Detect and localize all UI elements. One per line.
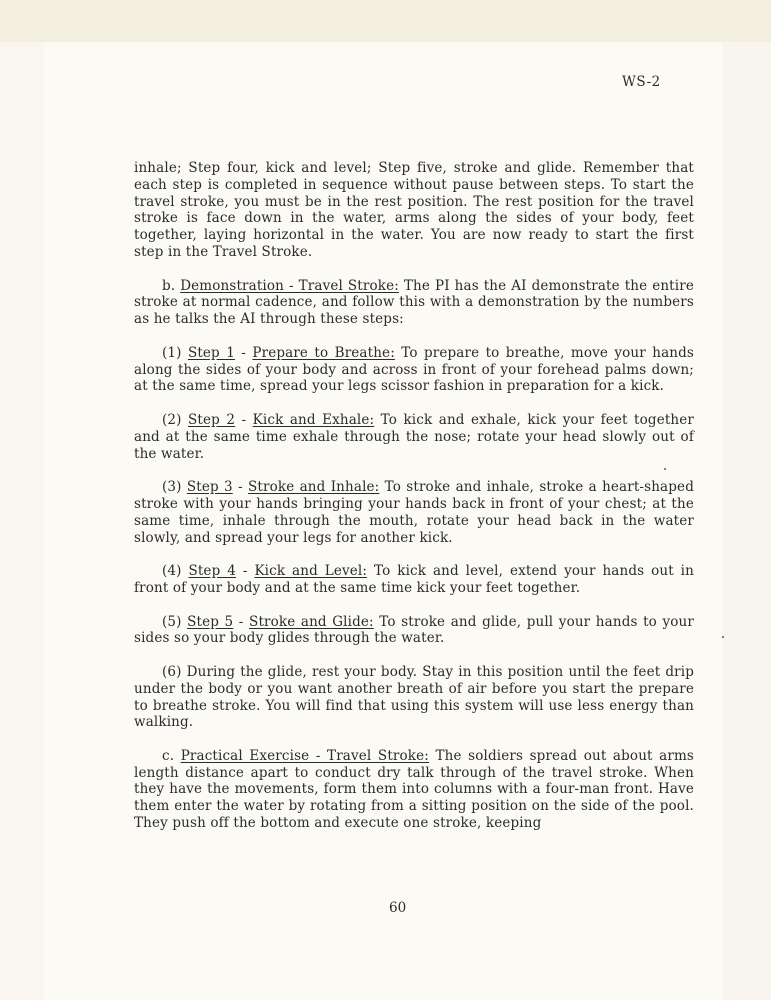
scan-speck (722, 636, 724, 638)
section-b-paragraph (134, 278, 694, 328)
step-5-label: Step 5 (187, 613, 234, 630)
step-3-number: (3) (162, 479, 182, 496)
step-1-title: Prepare to Breathe: (252, 344, 395, 361)
step-4-label: Step 4 (188, 563, 236, 580)
document-id: WS-2 (622, 74, 661, 90)
step-1-number: (1) (162, 344, 182, 361)
step-3-label: Step 3 (186, 479, 233, 496)
step-5-paragraph: (5) Step 5 - Stroke and Glide: To stroke and glide, pull your hands to your sides so your body glides through the water. (134, 613, 694, 647)
step-2-title: Kick and Exhale: (252, 411, 375, 428)
section-c-text: The soldiers spread out about arms length distance apart to conduct dry talk through of the travel stroke. When they have the movements, form them into columns with a four-man front. Have them enter the water by rotating from a sitting position on the side of the pool. They push off the bottom and execute one stroke, keeping (134, 747, 694, 832)
step-3-paragraph: (3) Step 3 - Stroke and Inhale: To stroke and inhale, stroke a heart-shaped stroke with your hands bringing your hands back in front of your chest; at the same time, inhale through the mouth, rotate your head back in the water slowly, and spread your legs for another kick. (134, 479, 694, 546)
step-1-text: To prepare to breathe, move your hands along the sides of your body and across in front of your forehead palms down; at the same time, spread your legs scissor fashion in preparation for a kick. (134, 344, 694, 395)
step-4-paragraph: (4) Step 4 - Kick and Level: To kick and level, extend your hands out in front of your body and at the same time kick your feet together. (134, 563, 694, 596)
step-2-number: (2) (162, 411, 182, 428)
section-c-prefix: c. (162, 747, 175, 764)
step-4-text: To kick and level, extend your hands out in front of your body and at the same time kick your feet together. (134, 563, 694, 596)
intro-paragraph: inhale; Step four, kick and level; Step five, stroke and glide. Remember that each step is completed in sequence without pause between steps. To start the travel stroke, you must be in the rest position. The rest position for the travel stroke is face down in the water, arms along the sides of your body, feet together, laying horizontal in the water. You are now ready to start the first step in the Travel Stroke. (134, 160, 694, 260)
step-3-title: Stroke and Inhale: (248, 479, 380, 496)
section-b-heading: Demonstration - Travel Stroke: (180, 277, 399, 294)
section-b-text: The PI has the AI demonstrate the entire stroke at normal cadence, and follow this with a demonstration by the numbers as he talks the AI through these steps: (134, 277, 694, 328)
scan-right-margin (723, 42, 771, 1000)
step-6-paragraph (134, 664, 694, 731)
step-2-text: To kick and exhale, kick your feet together and at the same time exhale through the nose; rotate your head slowly out of the water. (134, 411, 694, 462)
step-5-text: To stroke and glide, pull your hands to your sides so your body glides through the water. (134, 613, 694, 647)
document-body (134, 160, 694, 832)
step-2-label: Step 2 (188, 411, 236, 428)
section-b-prefix: b. (162, 277, 176, 294)
section-c-paragraph (134, 748, 694, 832)
step-3-text: To stroke and inhale, stroke a heart-shaped stroke with your hands bringing your hands back in front of your chest; at the same time, inhale through the mouth, rotate your head back in the water slowly, and spread your legs for another kick. (134, 479, 694, 546)
scan-speck (664, 468, 666, 470)
step-5-number: (5) (162, 613, 182, 630)
section-c-heading: Practical Exercise - Travel Stroke: (180, 747, 429, 764)
step-5-title: Stroke and Glide: (249, 613, 374, 630)
step-4-number: (4) (162, 563, 182, 580)
scan-top-margin (0, 0, 771, 42)
step-1-paragraph: (1) Step 1 - Prepare to Breathe: To prepare to breathe, move your hands along the sides of your body and across in front of your forehead palms down; at the same time, spread your legs scissor fashion in preparation for a kick. (134, 344, 694, 395)
step-6-number: (6) (162, 663, 182, 680)
scan-left-margin (0, 42, 44, 1000)
step-1-label: Step 1 (187, 344, 235, 361)
step-4-title: Kick and Level: (254, 563, 368, 580)
page-number: 60 (389, 900, 407, 916)
step-2-paragraph: (2) Step 2 - Kick and Exhale: To kick and exhale, kick your feet together and at the same time exhale through the nose; rotate your head slowly out of the water. (134, 411, 694, 462)
step-6-text: During the glide, rest your body. Stay in this position until the feet drip under the body or you want another breath of air before you start the prepare to breathe stroke. You will find that using this system will use less energy than walking. (134, 663, 694, 731)
